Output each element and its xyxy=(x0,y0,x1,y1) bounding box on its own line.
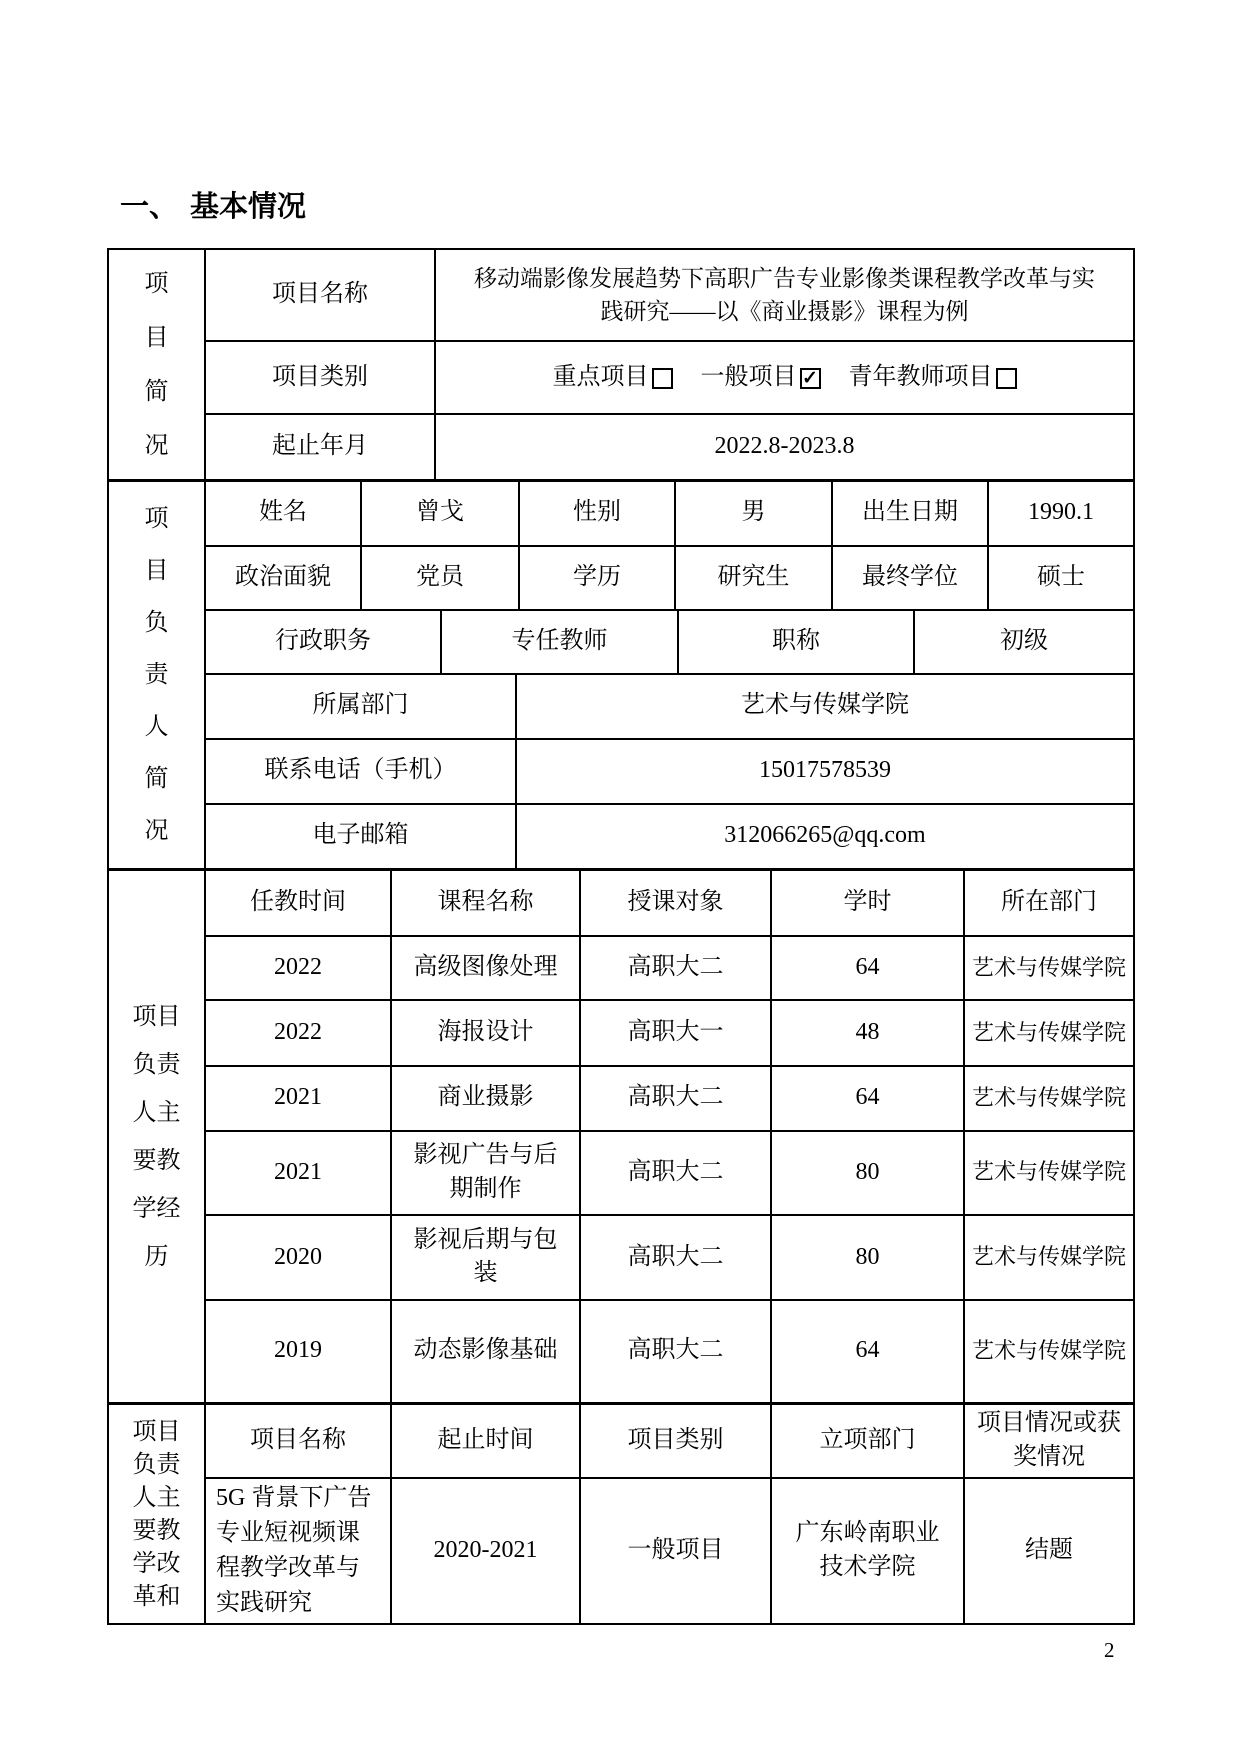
teaching-row xyxy=(206,1132,1133,1217)
teaching-department: 艺术与传媒学院 xyxy=(971,954,1126,980)
leader-admin-label: 行政职务 xyxy=(206,611,442,673)
teaching-header-row xyxy=(206,871,1133,937)
teaching-audience: 高职大二 xyxy=(581,1067,772,1130)
side-label-line: 要教 xyxy=(132,1147,181,1174)
teaching-audience: 高职大二 xyxy=(581,1216,772,1299)
section-reform-projects xyxy=(109,1402,1133,1623)
teaching-hours: 48 xyxy=(772,1001,965,1065)
side-label-line: 历 xyxy=(144,1243,169,1270)
side-label-teaching-experience xyxy=(109,871,206,1402)
checkbox-checked-icon: ✓ xyxy=(800,368,821,389)
teaching-department: 艺术与传媒学院 xyxy=(971,1243,1126,1269)
row-leader-admin-title xyxy=(206,611,1133,675)
teaching-audience: 高职大二 xyxy=(581,1301,772,1402)
project-name-label: 项目名称 xyxy=(206,250,436,340)
section-title-text: 基本情况 xyxy=(190,191,307,223)
side-label-char: 负 xyxy=(144,610,169,636)
category-option-label: 重点项目 xyxy=(552,363,649,390)
column-header: 立项部门 xyxy=(772,1405,965,1477)
side-label-char: 况 xyxy=(144,432,169,459)
column-header: 课程名称 xyxy=(392,871,581,935)
project-dates-value: 2022.8-2023.8 xyxy=(714,433,855,460)
teaching-row xyxy=(206,937,1133,1002)
side-label-char: 简 xyxy=(144,378,169,405)
page-title xyxy=(120,190,306,225)
leader-email-label: 电子邮箱 xyxy=(206,805,517,869)
column-header: 所在部门 xyxy=(1001,889,1097,916)
teaching-hours: 80 xyxy=(772,1216,965,1299)
leader-jobtitle-value: 初级 xyxy=(1000,627,1048,654)
row-leader-phone xyxy=(206,740,1133,805)
teaching-course: 动态影像基础 xyxy=(392,1301,581,1402)
category-option-general xyxy=(701,361,821,395)
leader-phone-label: 联系电话（手机） xyxy=(206,740,517,803)
side-label-project-overview xyxy=(109,250,206,479)
leader-name-label: 姓名 xyxy=(206,482,362,545)
teaching-year: 2022 xyxy=(206,937,392,1000)
checkbox-unchecked-icon xyxy=(996,368,1017,389)
section-project-overview xyxy=(109,250,1133,479)
side-label-line: 负责 xyxy=(132,1451,181,1478)
column-header: 项目类别 xyxy=(581,1405,772,1477)
category-option-label: 一般项目 xyxy=(700,363,797,390)
leader-jobtitle-label: 职称 xyxy=(679,611,915,673)
teaching-hours: 64 xyxy=(772,1067,965,1130)
section-number: 一、 xyxy=(120,191,179,223)
reform-header-row xyxy=(206,1405,1133,1479)
teaching-course: 影视广告与后期制作 xyxy=(392,1132,581,1215)
project-category-value xyxy=(436,342,1133,413)
row-project-name xyxy=(206,250,1133,342)
side-label-char: 简 xyxy=(144,766,169,792)
category-option-key xyxy=(553,361,673,395)
teaching-department: 艺术与传媒学院 xyxy=(971,1337,1126,1363)
teaching-year: 2022 xyxy=(206,1001,392,1065)
teaching-course: 海报设计 xyxy=(392,1001,581,1065)
teaching-row xyxy=(206,1216,1133,1301)
project-category-label: 项目类别 xyxy=(206,342,436,413)
side-label-reform-projects xyxy=(109,1405,206,1623)
teaching-course: 商业摄影 xyxy=(392,1067,581,1130)
side-label-line: 要教 xyxy=(132,1517,181,1544)
teaching-department: 艺术与传媒学院 xyxy=(971,1084,1126,1110)
teaching-year: 2020 xyxy=(206,1216,392,1299)
side-label-char: 项 xyxy=(144,270,169,297)
checkbox-unchecked-icon xyxy=(652,368,673,389)
teaching-hours: 80 xyxy=(772,1132,965,1215)
leader-department-value: 艺术与传媒学院 xyxy=(741,692,909,719)
side-label-char: 责 xyxy=(144,662,169,688)
side-label-line: 项目 xyxy=(132,1003,181,1030)
side-label-line: 项目 xyxy=(132,1418,181,1445)
teaching-audience: 高职大二 xyxy=(581,1132,772,1215)
leader-education-value: 研究生 xyxy=(676,547,833,610)
section-teaching-experience xyxy=(109,868,1133,1402)
reform-dates: 2020-2021 xyxy=(392,1479,581,1623)
row-leader-email xyxy=(206,805,1133,869)
reform-project-name: 5G 背景下广告专业短视频课程教学改革与实践研究 xyxy=(206,1479,392,1623)
column-header: 学时 xyxy=(772,871,965,935)
row-project-dates xyxy=(206,415,1133,479)
reform-status: 结题 xyxy=(1025,1537,1073,1564)
page-number: 2 xyxy=(1104,1638,1115,1662)
column-header: 项目情况或获奖情况 xyxy=(977,1410,1121,1470)
side-label-char: 目 xyxy=(144,324,169,351)
leader-education-label: 学历 xyxy=(520,547,676,610)
leader-phone-value: 15017578539 xyxy=(759,757,891,784)
teaching-department: 艺术与传媒学院 xyxy=(971,1019,1126,1045)
column-header: 起止时间 xyxy=(392,1405,581,1477)
reform-category: 一般项目 xyxy=(581,1479,772,1623)
leader-gender-label: 性别 xyxy=(520,482,676,545)
leader-degree-label: 最终学位 xyxy=(833,547,989,610)
side-label-char: 项 xyxy=(144,506,169,532)
teaching-course: 影视后期与包装 xyxy=(392,1216,581,1299)
column-header: 任教时间 xyxy=(206,871,392,935)
column-header: 授课对象 xyxy=(581,871,772,935)
teaching-hours: 64 xyxy=(772,1301,965,1402)
row-project-category xyxy=(206,342,1133,415)
row-leader-department xyxy=(206,675,1133,741)
leader-degree-value: 硕士 xyxy=(1037,563,1085,590)
teaching-course: 高级图像处理 xyxy=(392,937,581,1000)
side-label-char: 人 xyxy=(144,714,169,740)
teaching-audience: 高职大一 xyxy=(581,1001,772,1065)
side-label-line: 革和 xyxy=(132,1583,181,1610)
leader-birth-label: 出生日期 xyxy=(833,482,989,545)
column-header: 项目名称 xyxy=(206,1405,392,1477)
teaching-row xyxy=(206,1301,1133,1402)
side-label-char: 况 xyxy=(144,818,169,844)
teaching-department: 艺术与传媒学院 xyxy=(971,1159,1126,1185)
teaching-year: 2021 xyxy=(206,1132,392,1215)
leader-name-value: 曾戈 xyxy=(362,482,520,545)
leader-email-value: 312066265@qq.com xyxy=(724,822,926,849)
leader-admin-value: 专任教师 xyxy=(442,611,679,673)
teaching-row xyxy=(206,1001,1133,1067)
section-leader-profile xyxy=(109,479,1133,868)
teaching-hours: 64 xyxy=(772,937,965,1000)
side-label-leader-profile xyxy=(109,482,206,868)
basic-info-table xyxy=(107,248,1135,1625)
leader-gender-value: 男 xyxy=(676,482,833,545)
reform-institution: 广东岭南职业技术学院 xyxy=(772,1479,965,1623)
teaching-row xyxy=(206,1067,1133,1132)
side-label-line: 学经 xyxy=(132,1195,181,1222)
teaching-audience: 高职大二 xyxy=(581,937,772,1000)
row-leader-name xyxy=(206,482,1133,547)
row-leader-politics xyxy=(206,547,1133,612)
teaching-year: 2019 xyxy=(206,1301,392,1402)
leader-politics-label: 政治面貌 xyxy=(206,547,362,610)
leader-department-label: 所属部门 xyxy=(206,675,517,739)
leader-birth-value: 1990.1 xyxy=(1028,499,1094,526)
category-option-young-teacher xyxy=(849,361,1017,395)
project-name-value: 移动端影像发展趋势下高职广告专业影像类课程教学改革与实践研究——以《商业摄影》课程为例 xyxy=(474,265,1095,324)
project-dates-label: 起止年月 xyxy=(206,415,436,479)
side-label-line: 学改 xyxy=(132,1550,181,1577)
reform-row xyxy=(206,1479,1133,1623)
side-label-line: 人主 xyxy=(132,1484,181,1511)
teaching-year: 2021 xyxy=(206,1067,392,1130)
category-option-label: 青年教师项目 xyxy=(848,363,993,390)
side-label-line: 人主 xyxy=(132,1099,181,1126)
side-label-line: 负责 xyxy=(132,1051,181,1078)
side-label-char: 目 xyxy=(144,558,169,584)
leader-politics-value: 党员 xyxy=(362,547,520,610)
